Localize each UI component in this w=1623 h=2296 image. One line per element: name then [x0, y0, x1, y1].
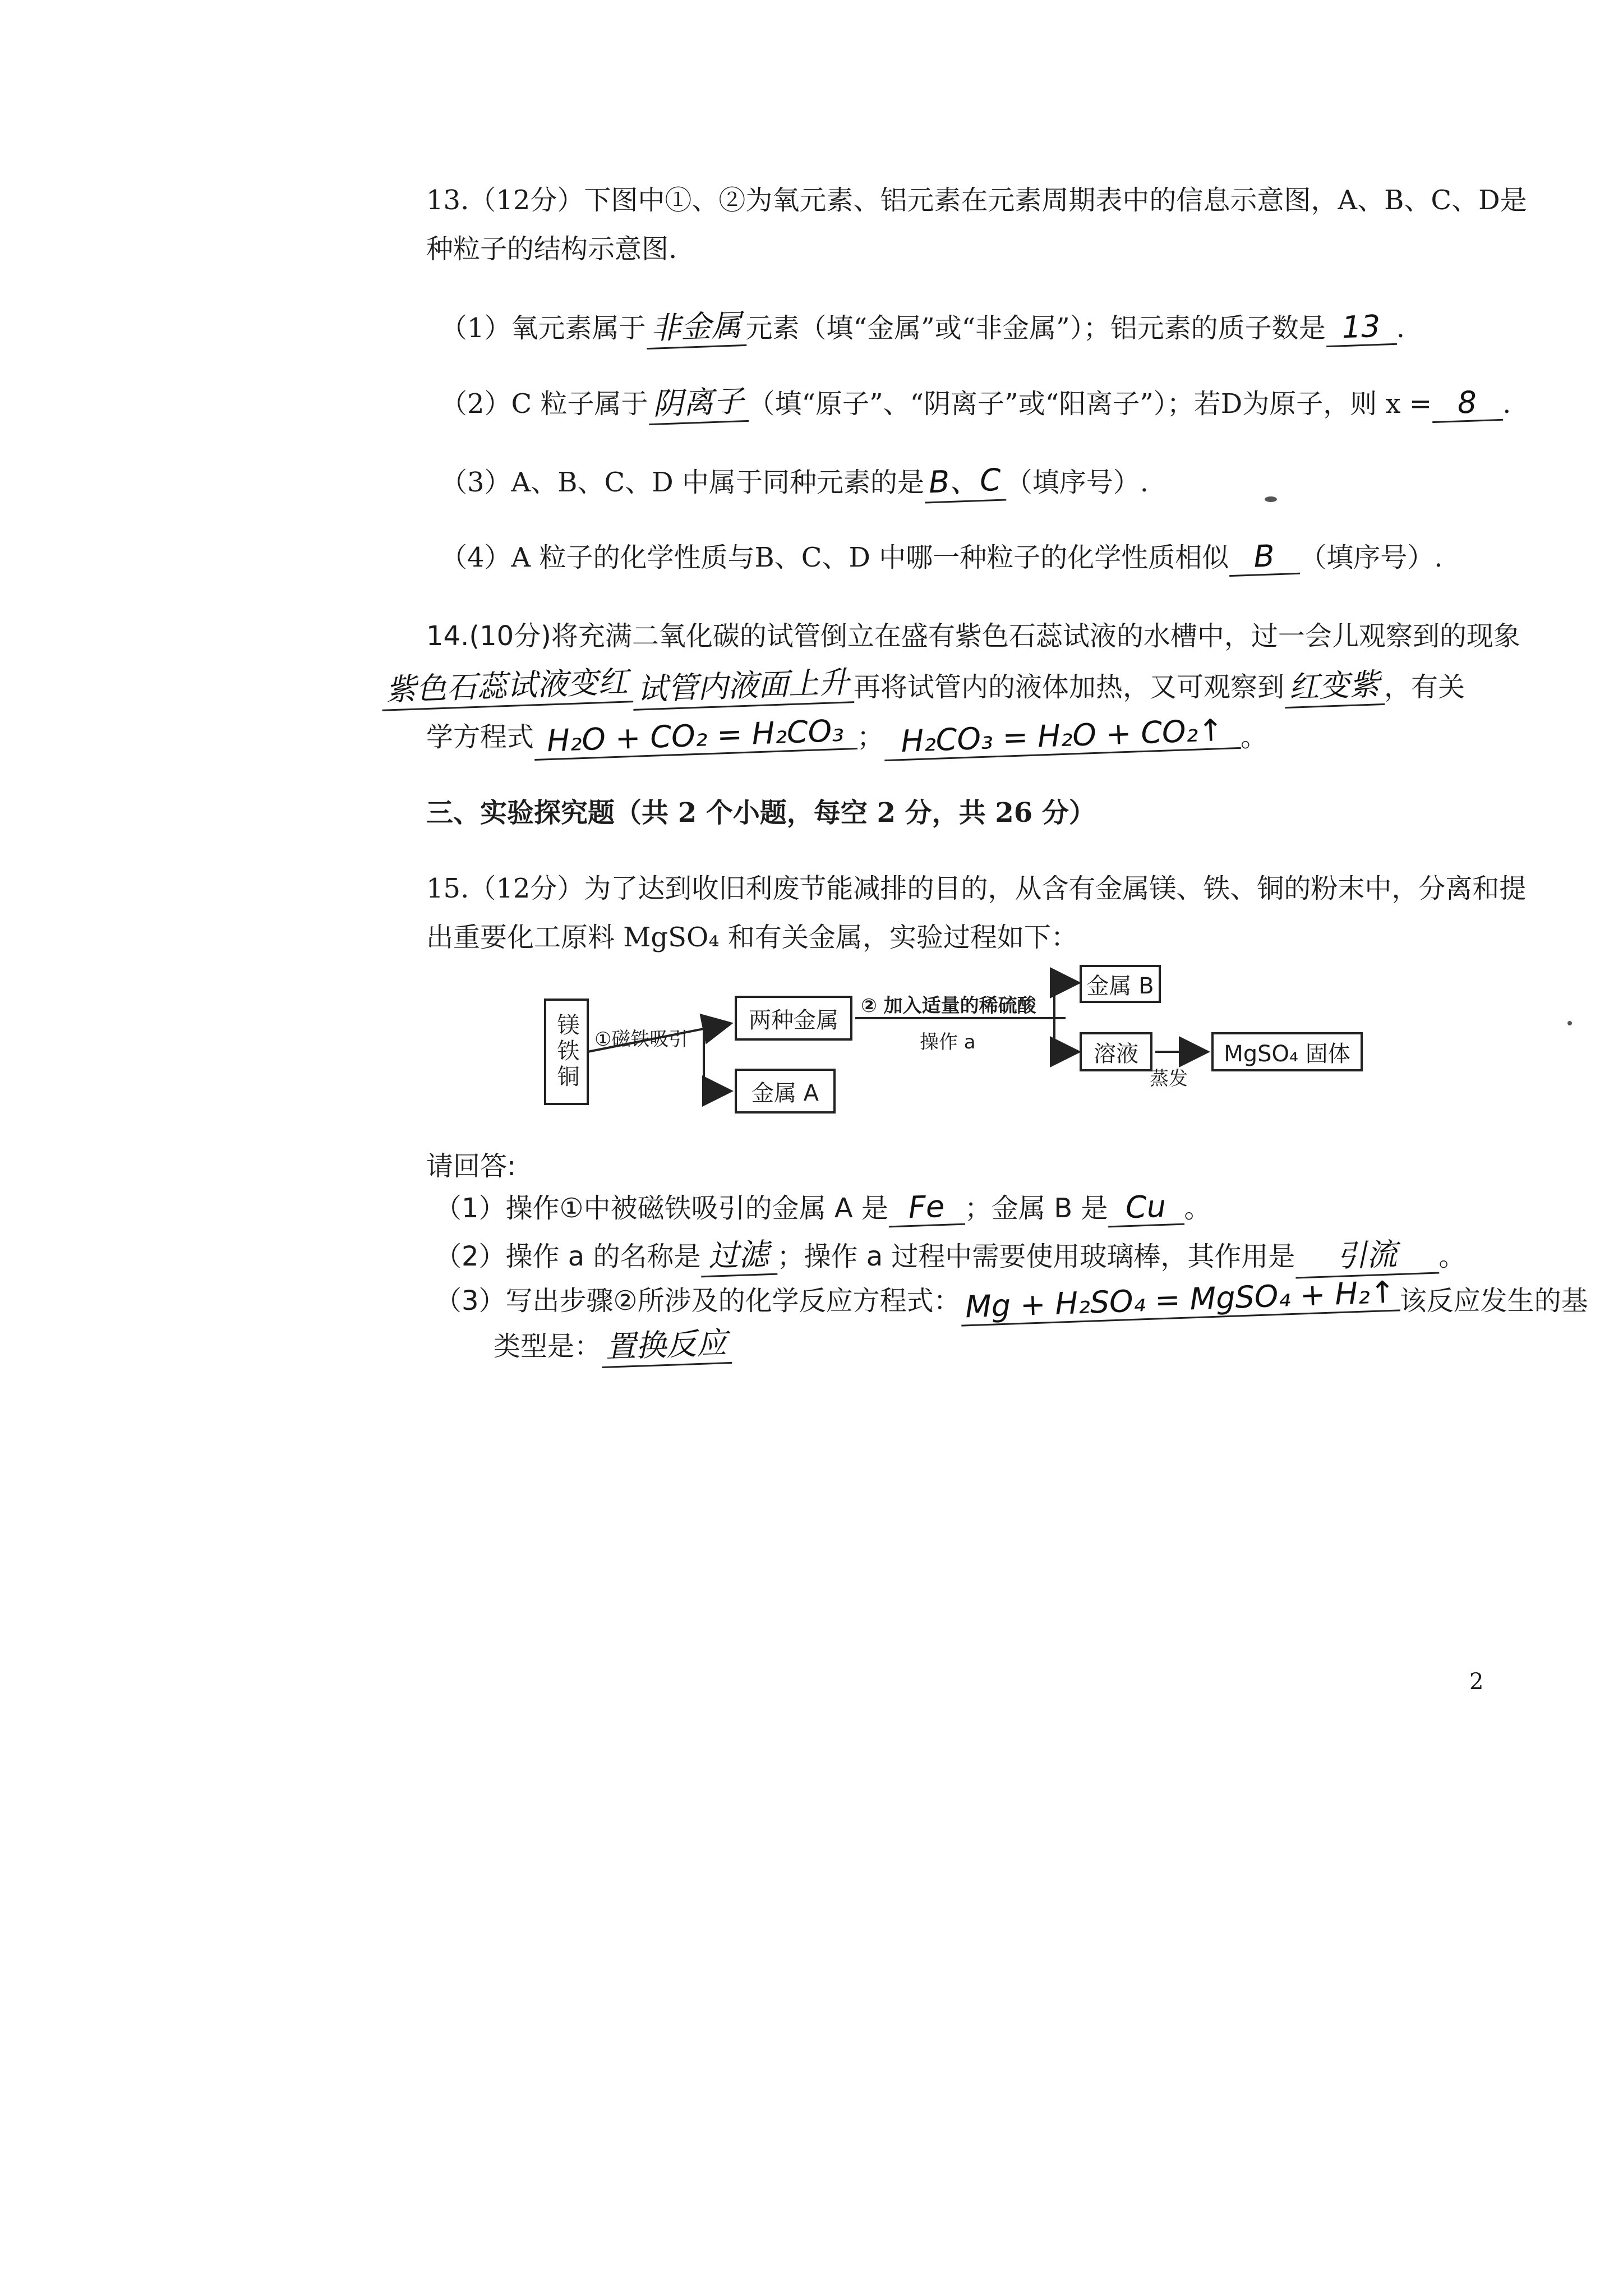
box-metal-b: 金属 B — [1080, 965, 1161, 1003]
section3-title: 三、实验探究题（共 2 个小题，每空 2 分，共 26 分） — [426, 797, 1096, 829]
q13-part1: （1）氧元素属于 非金属 元素（填“金属”或“非金属”）；铝元素的质子数是 13 . — [440, 303, 1405, 348]
label-step2: ② 加入适量的稀硫酸 — [861, 995, 1036, 1017]
q14-equation1: H₂O + CO₂ = H₂CO₃ — [533, 712, 857, 761]
q15-answer-metal-a: Fe — [888, 1188, 965, 1228]
q15-answer2: （2）操作 a 的名称是 过滤 ；操作 a 过程中需要使用玻璃棒，其作用是 引流 。 — [435, 1231, 1465, 1276]
q15-answer-glass-rod-use: 引流 — [1294, 1229, 1440, 1279]
q15-answer3: （3）写出步骤②所涉及的化学反应方程式： Mg + H₂SO₄ = MgSO₄ + H₂↑ 该反应发生的基 — [435, 1279, 1588, 1319]
box-two-metals: 两种金属 — [735, 996, 852, 1041]
page-number: 2 — [1469, 1669, 1484, 1695]
q13-part2: （2）C 粒子属于 阴离子 （填“原子”、“阴离子”或“阳离子”）；若D为原子，则 x = 8 . — [440, 379, 1511, 424]
q15-answer-operation-name: 过滤 — [700, 1230, 778, 1278]
q13-answer-x: 8 — [1431, 384, 1503, 423]
q13-answer-similar: B — [1228, 537, 1300, 577]
q13-header: 13.（12分）下图中①、②为氧元素、铝元素在元素周期表中的信息示意图，A、B、C、D是 — [426, 185, 1527, 216]
q13-part4: （4）A 粒子的化学性质与B、C、D 中哪一种粒子的化学性质相似 B （填序号）. — [440, 536, 1442, 576]
q15-ask: 请回答: — [426, 1151, 517, 1182]
q14-answer-phenomenon3: 红变紫 — [1284, 660, 1385, 708]
q13-answer-anion: 阴离子 — [647, 377, 749, 425]
q13-answer-proton-count: 13 — [1325, 308, 1397, 347]
box-solution: 溶液 — [1080, 1032, 1152, 1071]
q13-answer-nonmetal: 非金属 — [645, 301, 746, 349]
label-operation-a: 操作 a — [920, 1031, 976, 1053]
box-metal-a: 金属 A — [735, 1069, 836, 1114]
q13-answer-same-element: B、C — [924, 455, 1006, 503]
q14-line1: 14.(10分)将充满二氧化碳的试管倒立在盛有紫色石蕊试液的水槽中，过一会儿观察到的现象 — [426, 620, 1520, 652]
q15-answer-metal-b: Cu — [1107, 1188, 1184, 1228]
q14-line2: 紫色石蕊试液变红 试管内液面上升 再将试管内的液体加热，又可观察到 红变紫 ，有关 — [381, 662, 1465, 707]
scan-speck — [1265, 496, 1277, 502]
q15-answer-equation: Mg + H₂SO₄ = MgSO₄ + H₂↑ — [960, 1274, 1400, 1326]
q15-answer1: （1）操作①中被磁铁吸引的金属 A 是 Fe ；金属 B 是 Cu 。 — [435, 1186, 1211, 1226]
q13-part3: （3）A、B、C、D 中属于同种元素的是 B、C （填序号）. — [440, 457, 1149, 502]
q14-answer-phenomenon2: 试管内液面上升 — [632, 658, 855, 711]
q15-line2: 出重要化工原料 MgSO₄ 和有关金属，实验过程如下： — [426, 922, 1078, 953]
q14-answer-phenomenon1: 紫色石蕊试液变红 — [381, 657, 634, 711]
box-start-mixture: 镁铁铜 — [544, 999, 589, 1105]
box-product-mgso4: MgSO₄ 固体 — [1211, 1032, 1363, 1071]
q15-answer3-cont: 类型是： 置换反应 — [494, 1321, 731, 1366]
label-evaporate: 蒸发 — [1150, 1068, 1188, 1090]
q15-line1: 15.（12分）为了达到收旧利废节能减排的目的，从含有金属镁、铁、铜的粉末中，分离和提 — [426, 873, 1527, 904]
q14-equation2: H₂CO₃ = H₂O + CO₂↑ — [883, 712, 1241, 761]
q15-answer-reaction-type: 置换反应 — [601, 1319, 732, 1368]
label-step1: ①磁铁吸引 — [594, 1028, 688, 1051]
q14-line3: 学方程式 H₂O + CO₂ = H₂CO₃ ； H₂CO₃ = H₂O + CO₂↑ 。 — [426, 715, 1267, 755]
q13-header-cont: 种粒子的结构示意图. — [426, 233, 677, 265]
scan-speck — [1567, 1021, 1572, 1025]
